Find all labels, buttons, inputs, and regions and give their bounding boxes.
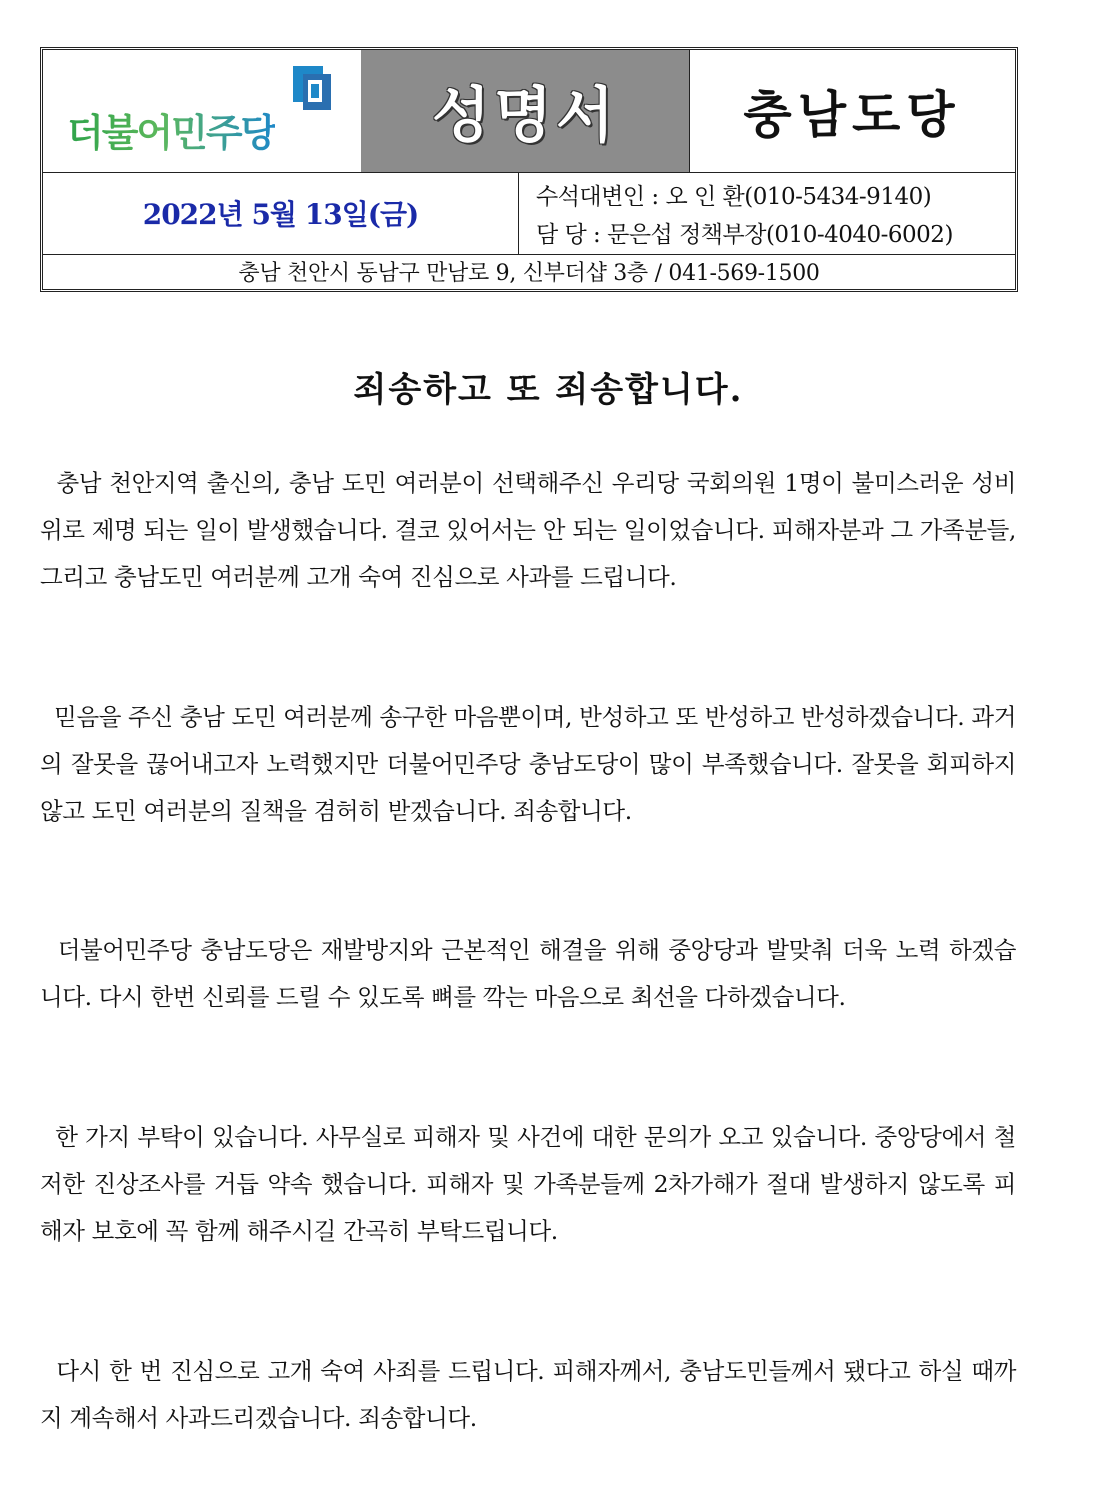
paragraph-5: 다시 한 번 진심으로 고개 숙여 사죄를 드립니다. 피해자께서, 충남도민들께서 됐다고 하실 때까지 계속해서 사과드리겠습니다. 죄송합니다. [40,1357,1016,1432]
paragraph-3: 더불어민주당 충남도당은 재발방지와 근본적인 해결을 위해 중앙당과 발맞춰 더욱 노력 하겠습니다. 다시 한번 신뢰를 드릴 수 있도록 뼈를 깍는 마음으로 최선을 다하겠습니다. [40,936,1016,1011]
spokesperson-contact: 수석대변인 : 오 인 환(010-5434-9140) [536,184,932,210]
header-top-row [43,50,1015,173]
office-address: 충남 천안시 동남구 만남로 9, 신부더샵 3층 / 041-569-1500 [238,261,820,286]
manager-contact: 담 당 : 문은섭 정책부장(010-4040-6002) [536,222,953,248]
address-row [43,254,1015,289]
release-date: 2022년 5월 13일(금) [142,198,419,231]
paragraph-1: 충남 천안지역 출신의, 충남 도민 여러분이 선택해주신 우리당 국회의원 1명이 불미스러운 성비위로 제명 되는 일이 발생했습니다. 결코 있어서는 안 되는 일이었습니다. 피해자분과 그 가족분들, 그리고 충남도민 여러분께 고개 숙여 진심으로 사과를 드립니다. [40,469,1016,591]
paragraph-4: 한 가지 부탁이 있습니다. 사무실로 피해자 및 사건에 대한 문의가 오고 있습니다. 중앙당에서 철저한 진상조사를 거듭 약속 했습니다. 피해자 및 가족분들께 2차가해가 절대 발생하지 않도록 피해자 보호에 꼭 함께 해주시길 간곡히 부탁드립니다. [40,1123,1016,1245]
paragraph-2: 믿음을 주신 충남 도민 여러분께 송구한 마음뿐이며, 반성하고 또 반성하고 반성하겠습니다. 과거의 잘못을 끊어내고자 노력했지만 더불어민주당 충남도당이 많이 부족했습니다. 잘못을 회피하지 않고 도민 여러분의 질책을 겸허히 받겠습니다. 죄송합니다. [40,703,1016,825]
party-logo-text: 더불어민주당 [67,102,275,157]
org-cell [689,50,1015,172]
party-logo-mark-icon [291,62,333,112]
header-middle-row [43,172,1015,255]
doc-type-title: 성명서 [432,81,618,151]
contact-cell [518,172,1015,254]
press-release-header [40,47,1018,292]
party-logo [43,50,362,172]
statement-title: 죄송하고 또 죄송합니다. [353,370,744,410]
doc-type-cell [361,50,690,172]
org-name: 충남도당 [743,86,961,144]
date-cell [43,172,519,254]
